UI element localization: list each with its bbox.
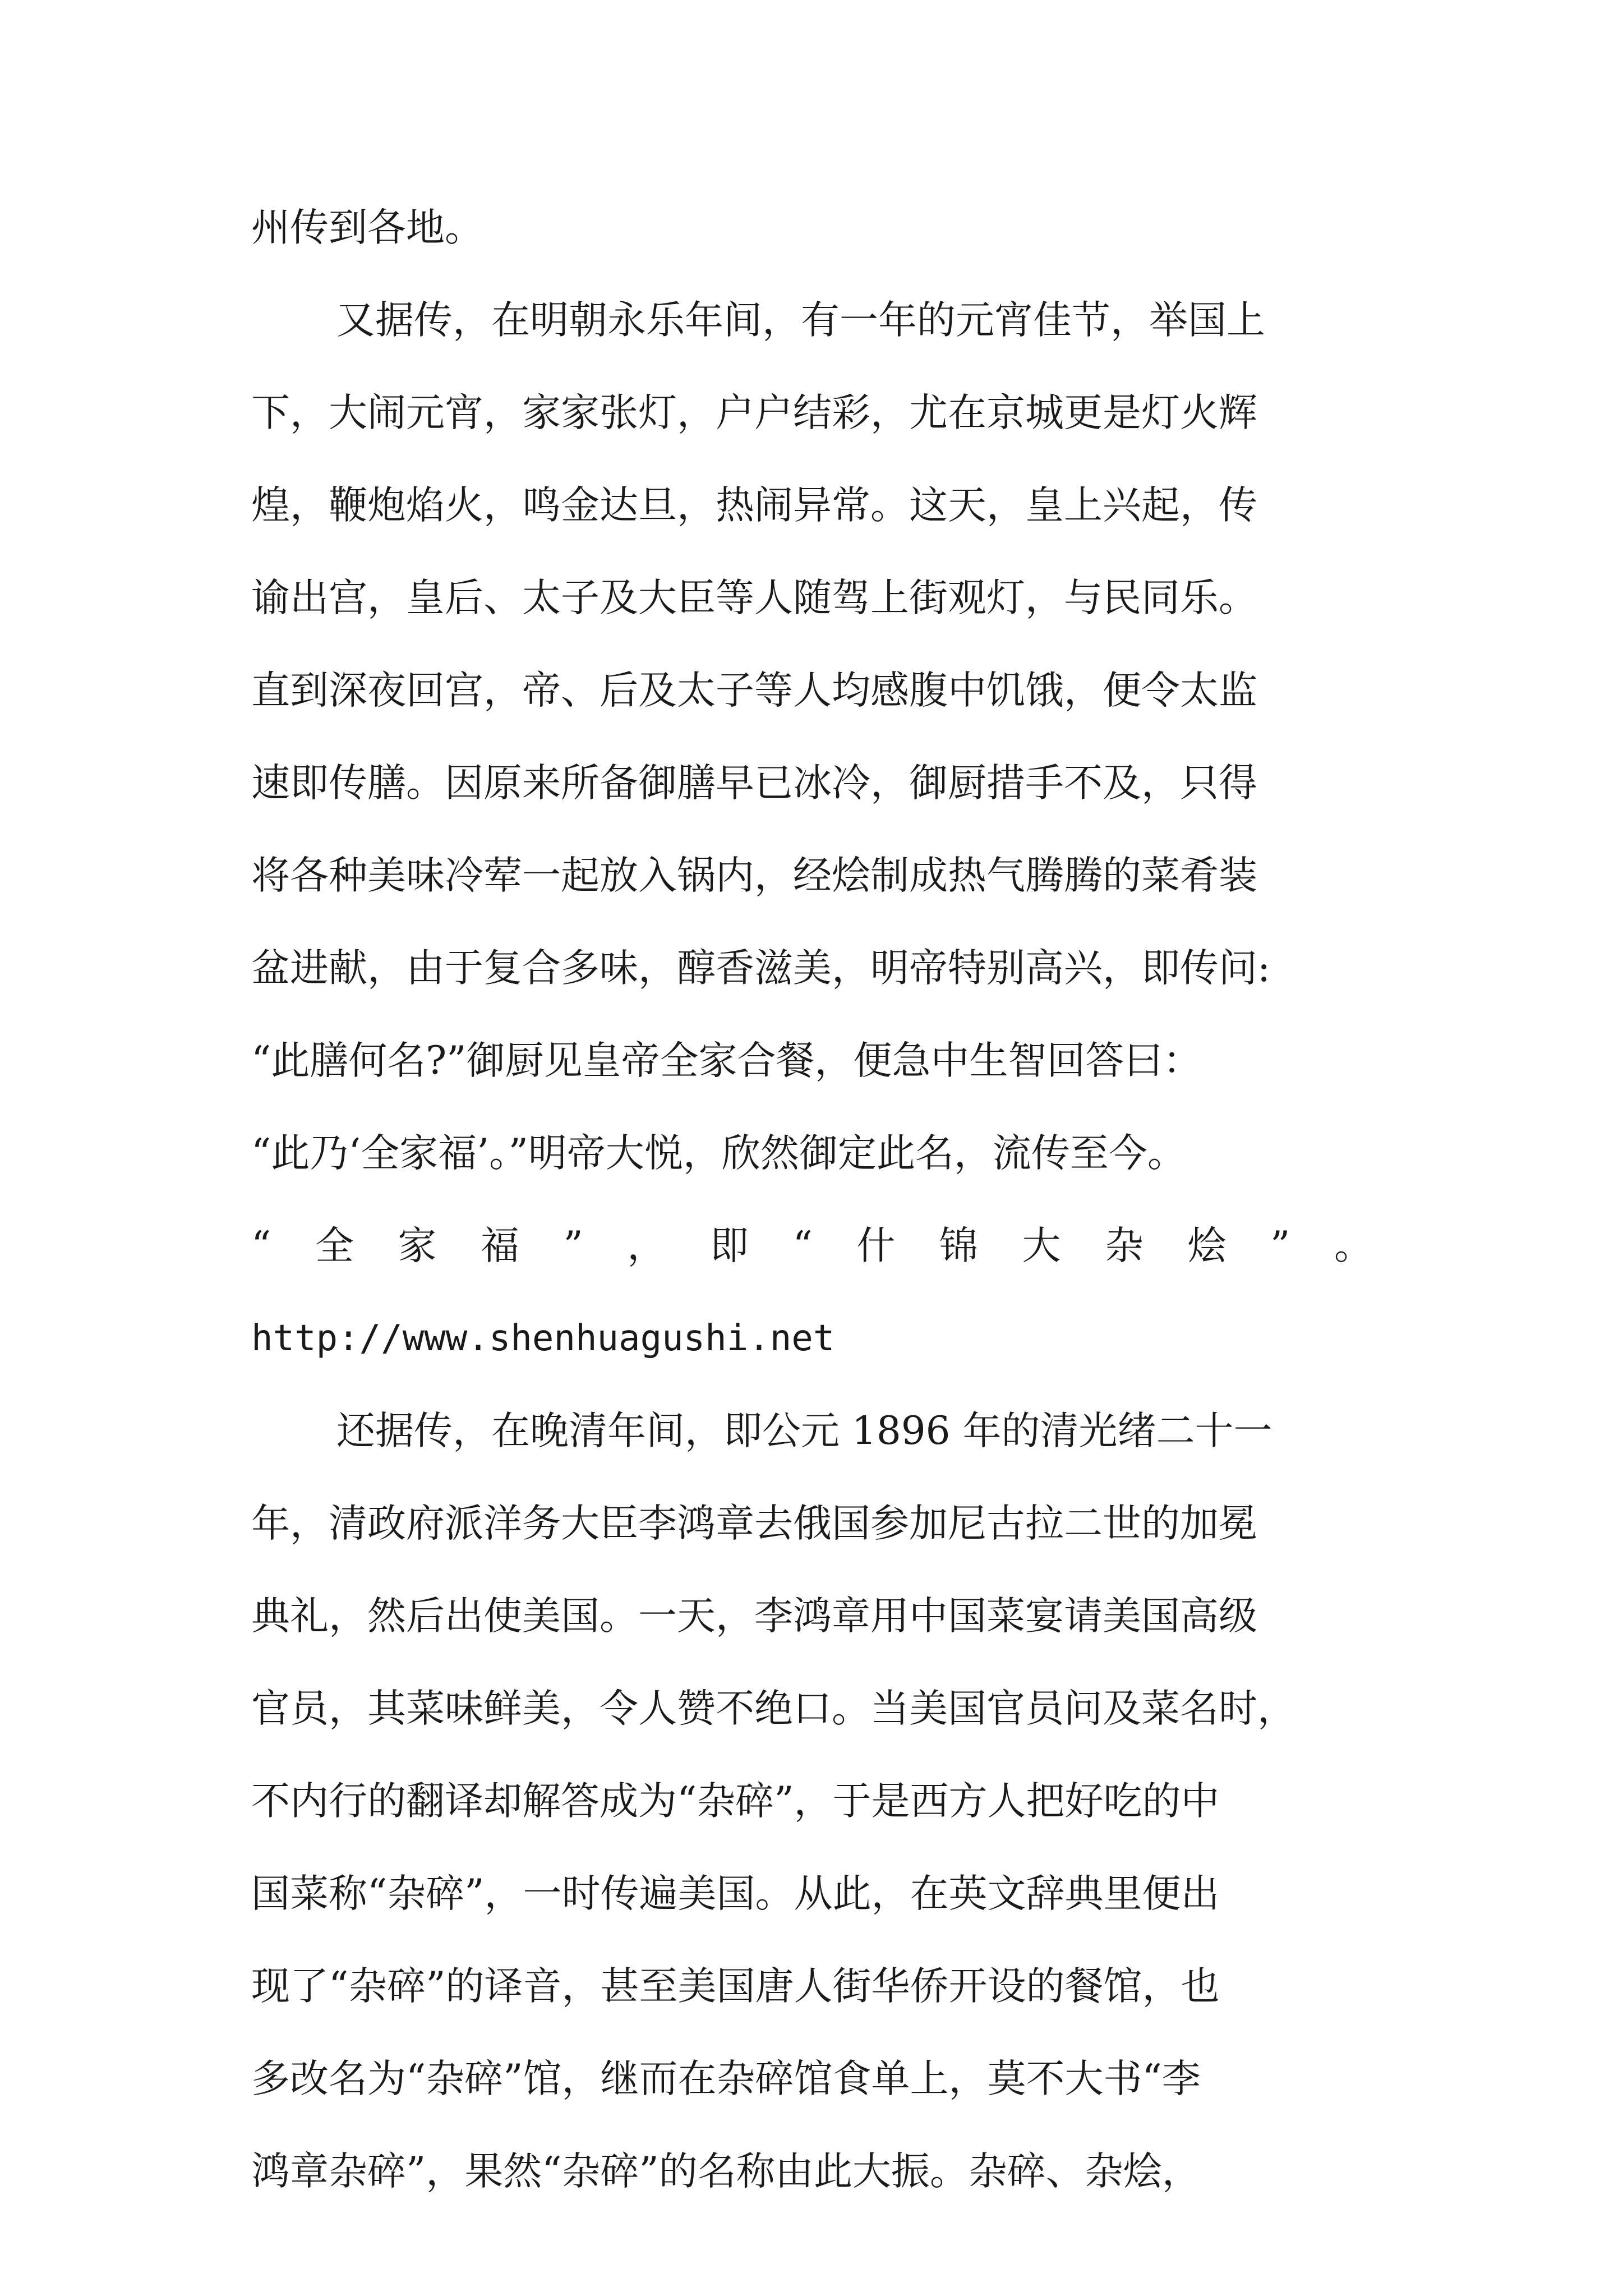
text-line: 典礼，然后出使美国。一天，李鸿章用中国菜宴请美国高级 xyxy=(251,1594,1257,1639)
url-text-line: http://www.shenhuagushi.net xyxy=(251,1318,835,1359)
text-line: 鸿章杂碎”，果然“杂碎”的名称由此大振。杂碎、杂烩， xyxy=(251,2149,1201,2194)
text-line: 煌，鞭炮焰火，鸣金达旦，热闹异常。这天，皇上兴起，传 xyxy=(251,483,1257,528)
spread-char: 什 xyxy=(856,1223,896,1268)
spread-char: 烩 xyxy=(1187,1223,1227,1268)
text-line: “此膳何名?”御厨见皇帝全家合餐，便急中生智回答曰： xyxy=(251,1038,1202,1083)
spread-char: 杂 xyxy=(1105,1223,1144,1268)
spread-char: 锦 xyxy=(939,1223,978,1268)
text-line: 州传到各地。 xyxy=(251,205,483,250)
text-line: 直到深夜回宫，帝、后及太子等人均感腹中饥饿，便令太监 xyxy=(251,668,1257,713)
spread-char: ， xyxy=(627,1223,666,1268)
text-line: 年，清政府派洋务大臣李鸿章去俄国参加尼古拉二世的加冕 xyxy=(251,1501,1257,1546)
spread-char: 即 xyxy=(709,1223,749,1268)
text-line: 下，大闹元宵，家家张灯，户户结彩，尤在京城更是灯火辉 xyxy=(251,390,1257,435)
spread-char: 家 xyxy=(398,1223,437,1268)
spread-char: ” xyxy=(1270,1223,1290,1268)
paragraph-start-line: 又据传，在明朝永乐年间，有一年的元宵佳节，举国上 xyxy=(336,298,1265,343)
text-line: 多改名为“杂碎”馆，继而在杂碎馆食单上，莫不大书“李 xyxy=(251,2056,1201,2101)
text-line: 国菜称“杂碎”，一时传遍美国。从此，在英文辞典里便出 xyxy=(251,1871,1220,1916)
spread-char: “ xyxy=(251,1223,271,1268)
spread-char: “ xyxy=(792,1223,813,1268)
spread-char: 大 xyxy=(1022,1223,1061,1268)
text-line: 谕出宫，皇后、太子及大臣等人随驾上街观灯，与民同乐。 xyxy=(251,576,1257,620)
spread-char: 全 xyxy=(315,1223,354,1268)
spread-char: 福 xyxy=(480,1223,519,1268)
text-line: 将各种美味冷荤一起放入锅内，经烩制成热气腾腾的菜肴装 xyxy=(251,853,1257,898)
text-line: “此乃‘全家福’。”明帝大悦，欣然御定此名，流传至今。 xyxy=(251,1131,1186,1176)
spread-char: ” xyxy=(563,1223,583,1268)
text-line: 官员，其菜味鲜美，令人赞不绝口。当美国官员问及菜名时， xyxy=(251,1686,1296,1731)
paragraph-start-line: 还据传，在晚清年间，即公元 1896 年的清光绪二十一 xyxy=(336,1409,1272,1453)
spread-text-line xyxy=(251,1219,1373,1273)
text-line: 盆进献，由于复合多味，醇香滋美，明帝特别高兴，即传问: xyxy=(251,946,1271,991)
text-line: 不内行的翻译却解答成为“杂碎”，于是西方人把好吃的中 xyxy=(251,1779,1220,1824)
text-line: 速即传膳。因原来所备御膳早已冰冷，御厨措手不及，只得 xyxy=(251,761,1257,806)
spread-char: 。 xyxy=(1334,1223,1373,1268)
text-line: 现了“杂碎”的译音，甚至美国唐人街华侨开设的餐馆，也 xyxy=(251,1964,1220,2009)
